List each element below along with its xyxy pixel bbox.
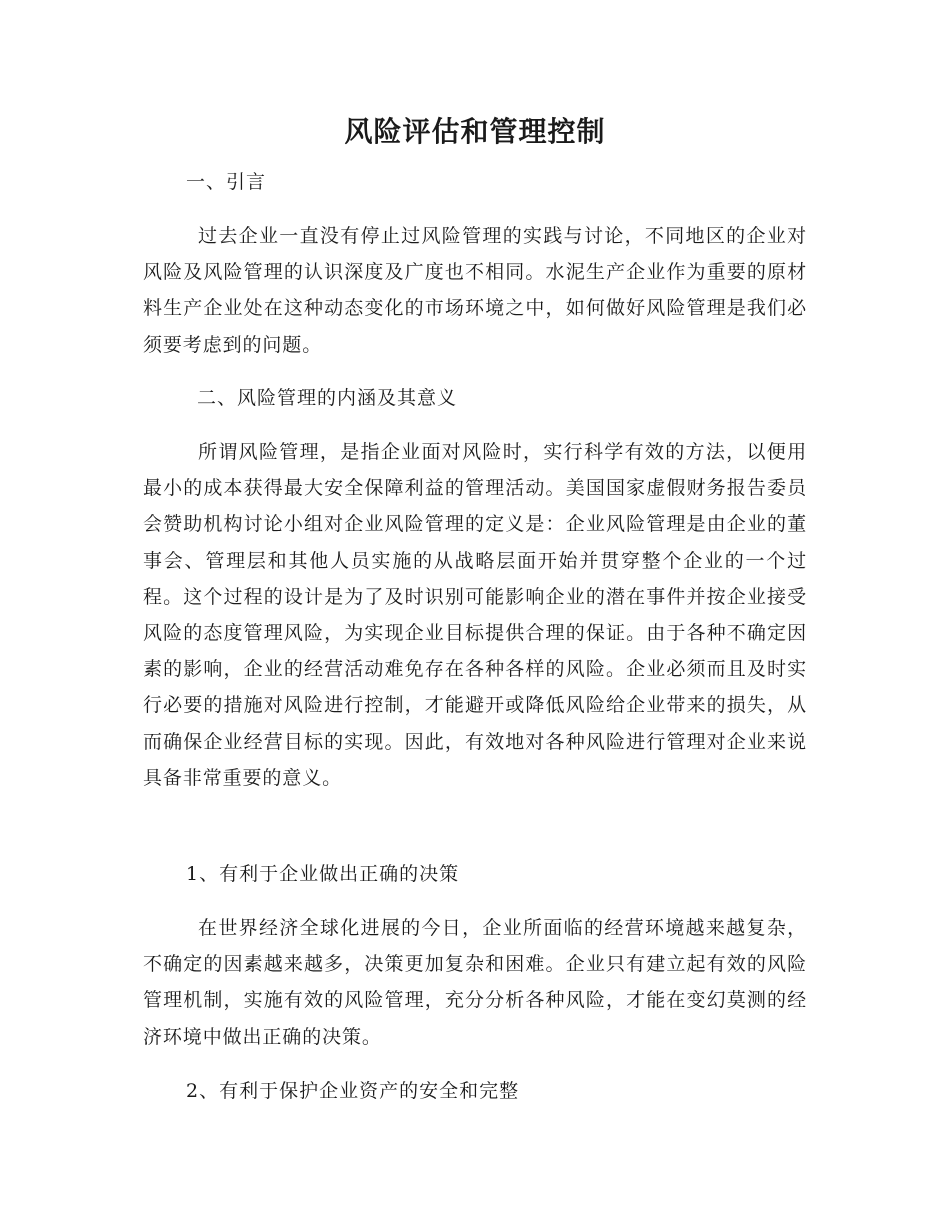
paragraph-decision: 在世界经济全球化进展的今日，企业所面临的经营环境越来越复杂，不确定的因素越来越多，决策更加复杂和困难。企业只有建立起有效的风险管理机制，实施有效的风险管理，充分分析各种风险，才能在变幻莫测的经济环境中做出正确的决策。 (143, 917, 807, 1048)
subsection-heading-decision: 1、有利于企业做出正确的决策 (186, 863, 460, 885)
paragraph-introduction: 过去企业一直没有停止过风险管理的实践与讨论，不同地区的企业对风险及风险管理的认识深度及广度也不相同。水泥生产企业作为重要的原材料生产企业处在这种动态变化的市场环境之中，如何做好风险管理是我们必须要考虑到的问题。 (143, 225, 807, 356)
paragraph-meaning: 所谓风险管理，是指企业面对风险时，实行科学有效的方法，以便用最小的成本获得最大安全保障利益的管理活动。美国国家虚假财务报告委员会赞助机构讨论小组对企业风险管理的定义是：企业风险管理是由企业的董事会、管理层和其他人员实施的从战略层面开始并贯穿整个企业的一个过程。这个过程的设计是为了及时识别可能影响企业的潜在事件并按企业接受风险的态度管理风险，为实现企业目标提供合理的保证。由于各种不确定因素的影响，企业的经营活动难免存在各种各样的风险。企业必须而且及时实行必要的措施对风险进行控制，才能避开或降低风险给企业带来的损失，从而确保企业经营目标的实现。因此，有效地对各种风险进行管理对企业来说具备非常重要的意义。 (143, 441, 807, 789)
document-title: 风险评估和管理控制 (344, 115, 606, 148)
section-heading-introduction: 一、引言 (186, 171, 267, 193)
section-heading-meaning: 二、风险管理的内涵及其意义 (197, 387, 458, 409)
subsection-heading-assets: 2、有利于保护企业资产的安全和完整 (186, 1080, 520, 1102)
